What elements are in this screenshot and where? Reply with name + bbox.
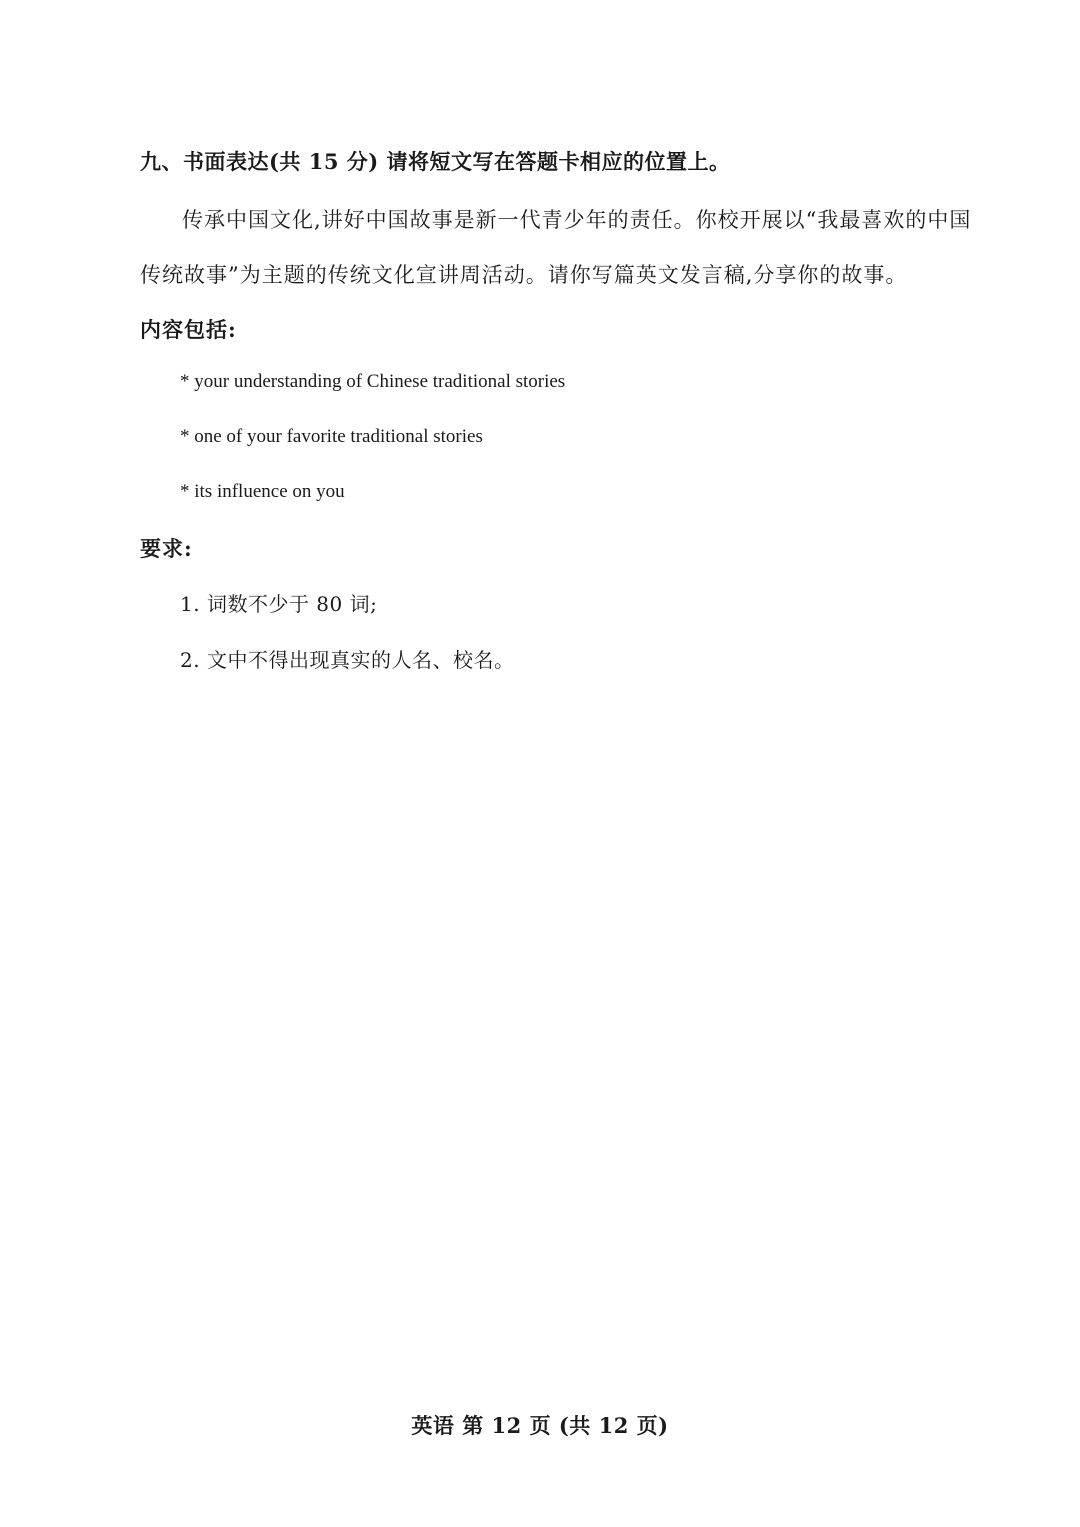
content-bullet-item: * one of your favorite traditional stories	[180, 426, 483, 447]
requirement-item: 1. 词数不少于 80 词;	[180, 592, 378, 616]
requirement-item: 2. 文中不得出现真实的人名、校名。	[180, 648, 515, 672]
task-paragraph-line-2: 传统故事”为主题的传统文化宣讲周活动。请你写篇英文发言稿,分享你的故事。	[140, 263, 908, 287]
page-footer: 英语 第 12 页 (共 12 页)	[411, 1413, 669, 1438]
content-bullet-item: * your understanding of Chinese traditional stories	[180, 371, 566, 392]
content-label: 内容包括:	[140, 317, 237, 342]
content-bullet-item: * its influence on you	[180, 481, 345, 502]
requirements-label: 要求:	[140, 536, 193, 561]
section-heading: 九、书面表达(共 15 分) 请将短文写在答题卡相应的位置上。	[140, 149, 731, 174]
task-paragraph-line-1: 传承中国文化,讲好中国故事是新一代青少年的责任。你校开展以“我最喜欢的中国	[182, 208, 972, 232]
